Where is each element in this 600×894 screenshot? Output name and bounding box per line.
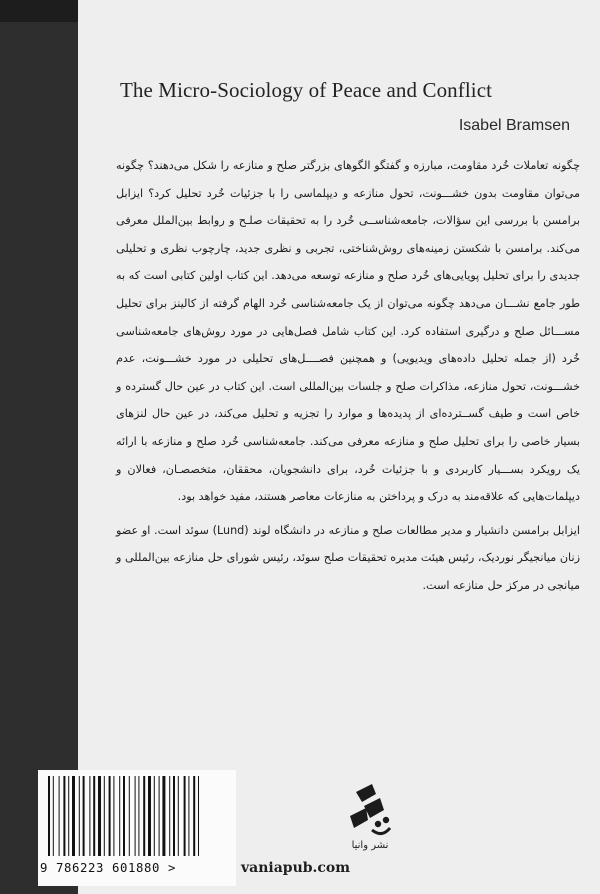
isbn-barcode — [38, 770, 236, 886]
description-paragraph-summary: چگونه تعاملات خُرد مقاومت، مبارزه و گفتگو الگوهای بزرگتر صلح و منازعه را شکل می‌دهند؟ چگونه می‌توان مقاومت بدون خشـــونت، تحول منازعه و دیپلماسی را با جزئیات خُرد تحلیل کرد؟ ایزابل برامسن با بررسی این سؤالات، جامعه‌شناســی خُرد را به تحقیقات صلـح و روابط بین‌الملل معرفی می‌کند. برامسن با شکستن زمینه‌های روش‌شناختی، تجربی و نظری جدید، چارچوب نظری و تحلیلی جدیدی را برای تحلیل پویایی‌های خُرد صلح و منازعه توسعه می‌دهد. این کتاب اولین کتابی است که به طور جامع نشـــان می‌دهد چگونه می‌توان از یک جامعه‌شناسی خُرد الهام گرفته از کالینز برای تحلیل مســـائل صلح و درگیری استفاده کرد. این کتاب شامل فصل‌هایی در مورد روش‌های جامعه‌شناسی خُرد (از جمله تحلیل داده‌های ویدیویی) و همچنین فصــــل‌های تحلیلی در مورد خشـــونت، عدم خشـــونت، تحول منازعه، مذاکرات صلح و جلسات بین‌المللی است. این کتاب در عین حال گسترده و خاص است و طیف گســترده‌ای از پدیده‌ها و موارد را تجزیه و تحلیل می‌کند، در عین حال لنزهای بسیار خاصی را برای تحلیل صلح و منازعه معرفی می‌کند. جامعه‌شناسی خُرد صلح و منازعه با ارائه یک رویکرد بســـیار کاربردی و با جزئیات خُرد، برای دانشجویان، محققان، متخصصـان، فعالان و دیپلمات‌هایی که علاقه‌مند به درک و پرداختن به منازعات معاصر هستند، مفید خواهد بود. — [116, 159, 580, 504]
barcode-bars-icon — [48, 776, 226, 856]
cover-spine-strip — [0, 0, 78, 894]
book-title: The Micro-Sociology of Peace and Conflict — [120, 78, 493, 102]
publisher-logo-icon — [342, 780, 394, 840]
book-author: Isabel Bramsen — [458, 117, 570, 134]
description-paragraph-author-bio: ایزابل برامسن دانشیار و مدیر مطالعات صلح و منازعه در دانشگاه لوند (Lund) سوئد است. او عضو زنان میانجیگر نوردیک، رئیس هیئت مدیره تحقیقات صلح سوئد، رئیس شورای حل منازعه بین‌المللی و میانجی در مرکز حل منازعه است. — [116, 523, 580, 592]
publisher-website: vaniapub.com — [241, 860, 351, 876]
back-cover-description — [116, 152, 580, 600]
cover-spine-top-shade — [0, 0, 78, 22]
isbn-number: 9 786223 601880 > — [40, 861, 177, 875]
publisher-name: نشر وانیا — [351, 840, 389, 851]
